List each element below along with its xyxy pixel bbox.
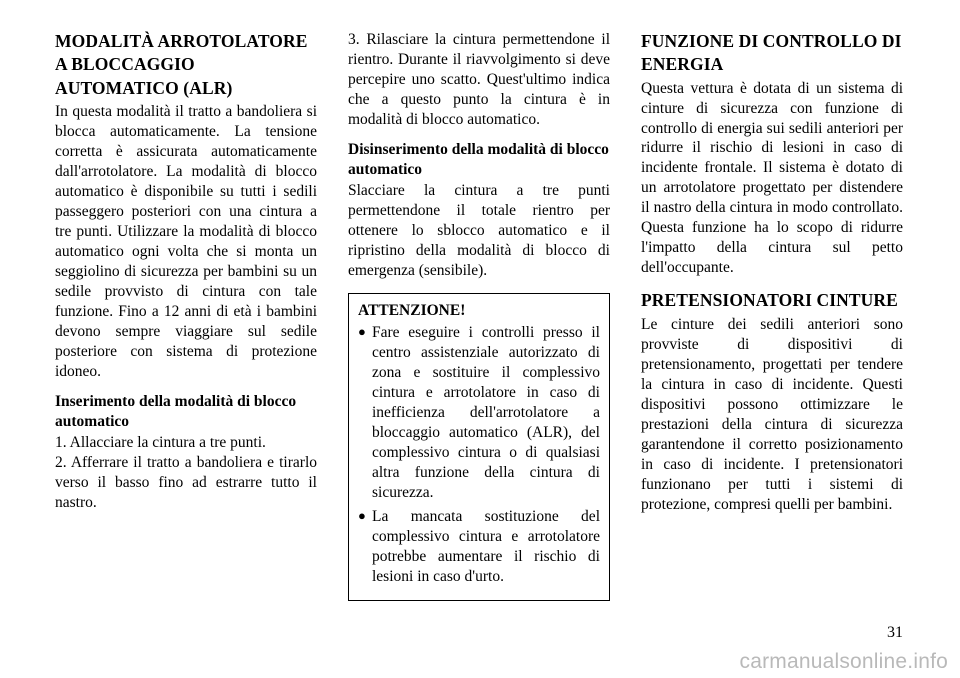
warning-box — [348, 293, 610, 601]
column-center — [348, 30, 610, 601]
page-columns — [55, 30, 903, 601]
watermark: carmanualsonline.info — [739, 650, 948, 673]
section-heading-controllo-energia: FUNZIONE DI CONTROLLO DI ENERGIA — [641, 31, 902, 75]
page-number: 31 — [887, 624, 903, 641]
bullet-icon: ● — [358, 323, 366, 339]
warning-item-text: La mancata sostituzione del complessivo cintura e arrotolatore potrebbe aumentare il rischio di lesioni in caso d'urto. — [372, 507, 600, 585]
subheading-disinserimento: Disinserimento della modalità di blocco automatico — [348, 140, 609, 178]
warning-list — [358, 323, 600, 587]
warning-item-text: Fare eseguire i controlli presso il centro assistenziale autorizzato di zona e sostituire il complessivo cintura e arrotolatore in caso di inefficienza dell'arrotolatore a bloccaggio automatico (ALR), del complessivo cintura o di qualsiasi altra funzione della cintura di sicurezza. — [372, 323, 600, 501]
warning-list-item — [358, 323, 600, 503]
subheading-inserimento: Inserimento della modalità di blocco automatico — [55, 392, 297, 430]
alr-description-paragraph: In questa modalità il tratto a bandoliera si blocca automaticamente. La tensione corretta è assicurata automaticamente dall'arrotolatore. La modalità di blocco automatico è disponibile su tutti i sedili passeggero posteriori con una cintura a tre punti. Utilizzare la modalità di blocco automatico ogni volta che si monta un seggiolino di sicurezza per bambini su un sedile provvisto di cintura con tale funzione. Fino a 12 anni di età i bambini devono sempre viaggiare sul sedile posteriore con sistema di protezione idoneo. — [55, 102, 317, 380]
column-left — [55, 30, 317, 601]
bullet-icon: ● — [358, 507, 366, 523]
alr-step-2: 2. Afferrare il tratto a bandoliera e tirarlo verso il basso fino ad estrarre tutto il nastro. — [55, 453, 317, 511]
alr-step-1: 1. Allacciare la cintura a tre punti. — [55, 433, 266, 451]
warning-list-item — [358, 507, 600, 587]
warning-title: ATTENZIONE! — [358, 301, 466, 319]
alr-step-3: 3. Rilasciare la cintura permettendone il rientro. Durante il riavvolgimento si deve percepire uno scatto. Quest'ultimo indica che a questo punto la cintura è in modalità di blocco automatico. — [348, 31, 610, 128]
section-heading-pretensionatori: PRETENSIONATORI CINTURE — [641, 290, 898, 311]
section-heading-alr: MODALITÀ ARROTOLATORE A BLOCCAGGIO AUTOMATICO (ALR) — [55, 31, 308, 98]
controllo-energia-paragraph: Questa vettura è dotata di un sistema di cinture di sicurezza con funzione di controllo di energia sui sedili anteriori per ridurre il rischio di lesioni in caso di incidente frontale. Il sistema è dotato di un arrotolatore progettato per distendere il nastro della cintura in modo controllato. Questa funzione ha lo scopo di ridurre l'impatto della cintura sul petto dell'occupante. — [641, 79, 903, 277]
pretensionatori-paragraph: Le cinture dei sedili anteriori sono provviste di dispositivi di pretensionamento, progettati per tendere la cintura in caso di incidente. Questi dispositivi possono ottimizzare le prestazioni della cintura di sicurezza garantendone il corretto posizionamento in caso di incidente. I pretensionatori funzionano per tutti i sistemi di protezione, compresi quelli per bambini. — [641, 315, 903, 513]
disinserimento-paragraph: Slacciare la cintura a tre punti permettendone il totale rientro per ottenere lo sblocco automatico e il ripristino della modalità di blocco di emergenza (sensibile). — [348, 181, 610, 279]
column-right — [641, 30, 903, 601]
